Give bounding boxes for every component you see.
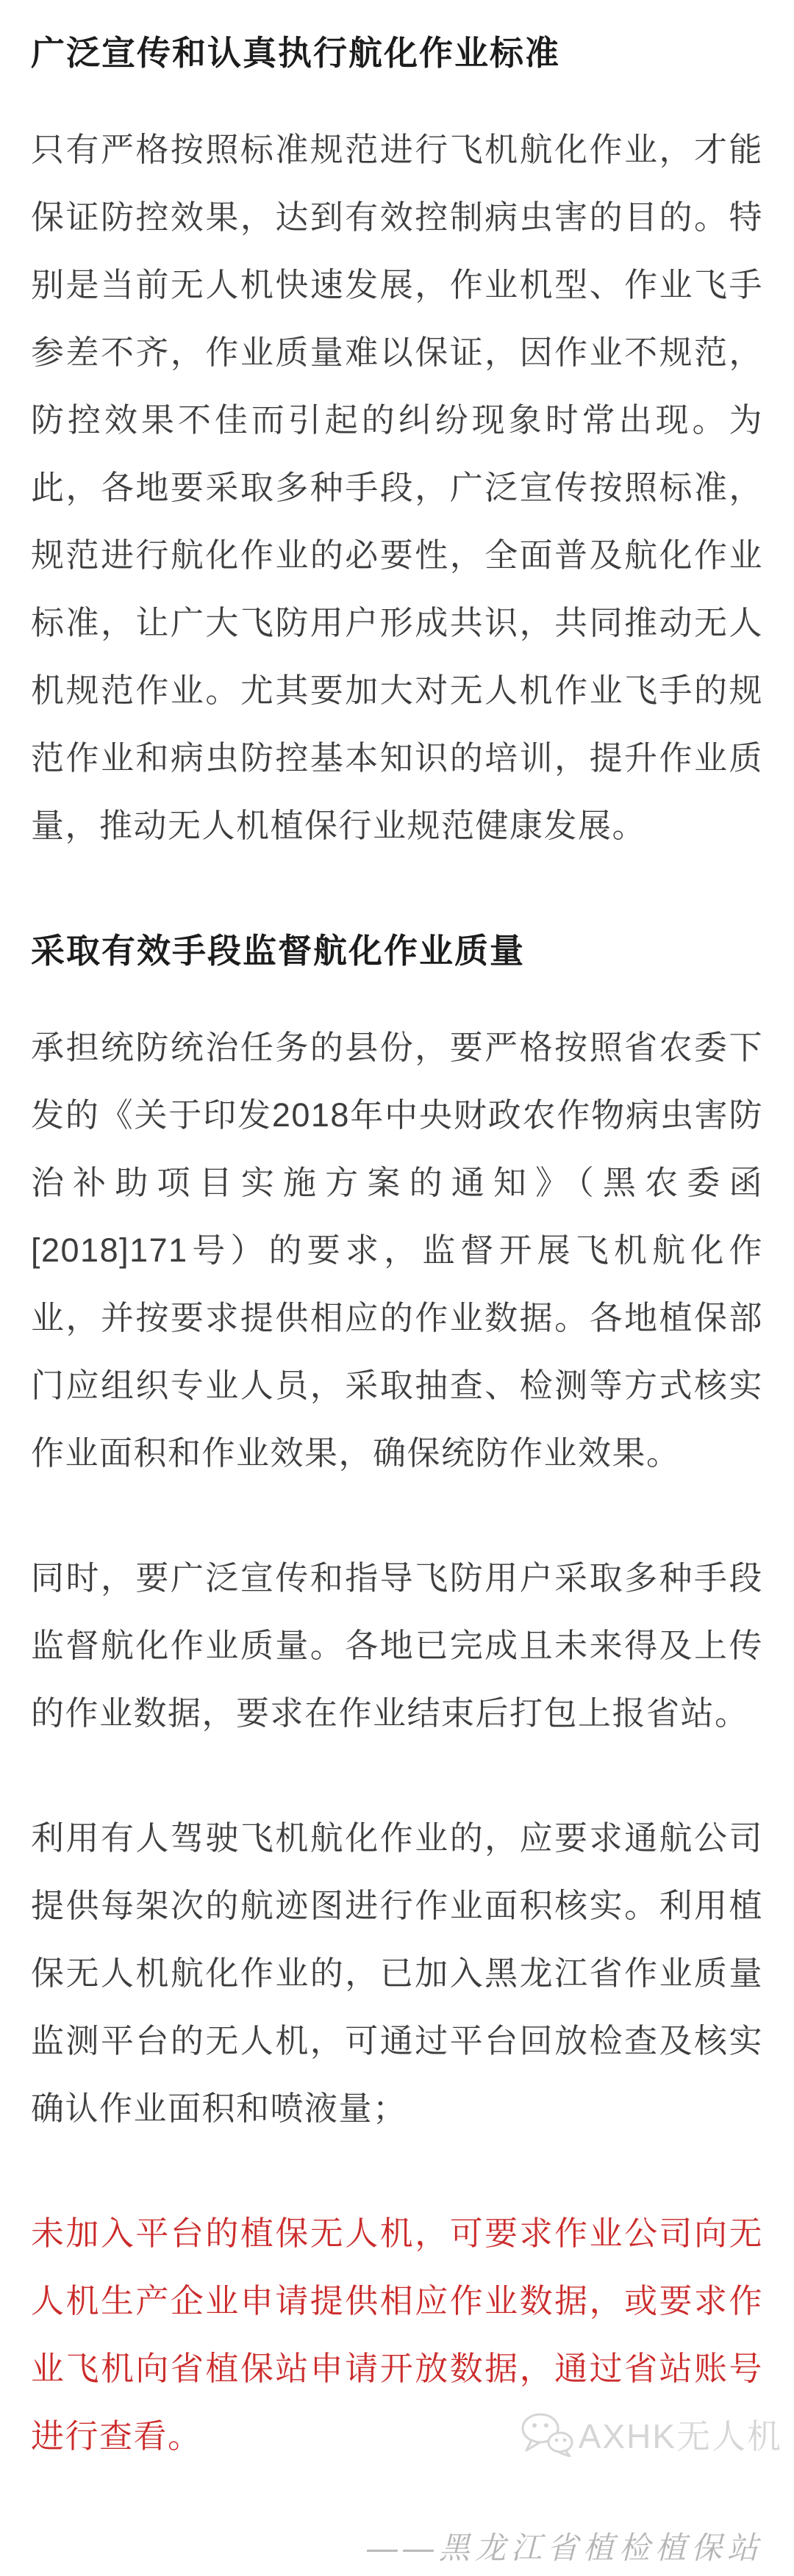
- paragraph: 承担统防统治任务的县份，要严格按照省农委下发的《关于印发2018年中央财政农作物病虫害防治补助项目实施方案的通知》（黑农委函[2018]171号）的要求，监督开展飞机航化作业，并按要求提供相应的作业数据。各地植保部门应组织专业人员，采取抽查、检测等方式核实作业面积和作业效果，确保统防作业效果。: [31, 1029, 763, 1472]
- section-heading: 采取有效手段监督航化作业质量: [31, 932, 525, 970]
- paragraph: 利用有人驾驶飞机航化作业的，应要求通航公司提供每架次的航迹图进行作业面积核实。利用植保无人机航化作业的，已加入黑龙江省作业质量监测平台的无人机，可通过平台回放检查及核实确认作业面积和喷液量；: [31, 1819, 763, 2127]
- paragraph: 同时，要广泛宣传和指导飞防用户采取多种手段监督航化作业质量。各地已完成且未来得及上传的作业数据，要求在作业结束后打包上报省站。: [31, 1559, 763, 1732]
- section-heading: 广泛宣传和认真执行航化作业标准: [31, 34, 560, 72]
- article-sections: [31, 19, 763, 2470]
- watermark-text: AXHK无人机: [578, 2417, 782, 2456]
- paragraph: 只有严格按照标准规范进行飞机航化作业，才能保证防控效果，达到有效控制病虫害的目的。特别是当前无人机快速发展，作业机型、作业飞手参差不齐，作业质量难以保证，因作业不规范，防控效果不佳而引起的纠纷现象时常出现。为此，各地要采取多种手段，广泛宣传按照标准，规范进行航化作业的必要性，全面普及航化作业标准，让广大飞防用户形成共识，共同推动无人机规范作业。尤其要加大对无人机作业飞手的规范作业和病虫防控基本知识的培训，提升作业质量，推动无人机植保行业规范健康发展。: [31, 131, 763, 844]
- attribution: ——黑龙江省植检植保站: [366, 2530, 763, 2565]
- attribution-row: [31, 2528, 763, 2576]
- wechat-icon: [520, 2411, 574, 2457]
- paragraph-red: 未加入平台的植保无人机，可要求作业公司向无人机生产企业申请提供相应作业数据，或要求作业飞机向省植保站申请开放数据，通过省站账号进行查看。: [31, 2215, 763, 2455]
- watermark: [520, 2410, 782, 2458]
